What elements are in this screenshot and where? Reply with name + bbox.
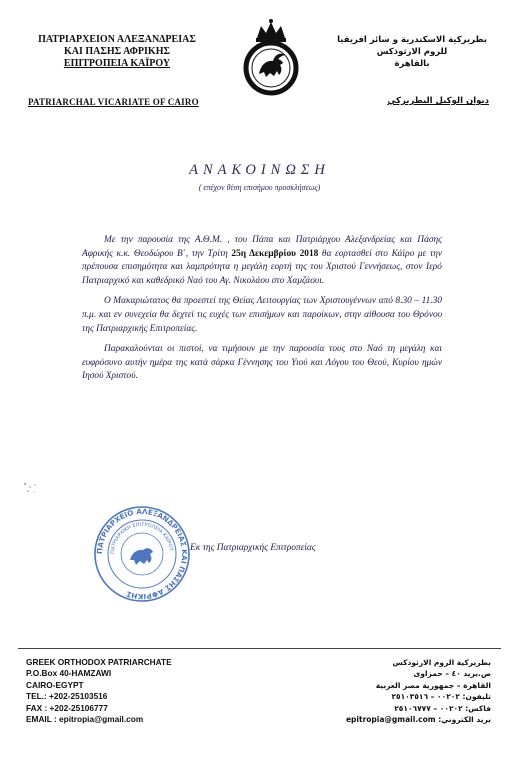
paragraph-1 bbox=[82, 234, 442, 288]
event-date: 25η Δεκεμβρίου 2018 bbox=[231, 248, 319, 259]
svg-text:ΠΑΤΡΙΑΡΧΙΚΗ ΕΠΙΤΡΟΠΕΙΑ ΚΑΪΡΟΥ bbox=[110, 522, 174, 554]
vicariate-arabic: ديوان الوكيل البطريركي bbox=[387, 96, 489, 106]
footer-ar-email: بريد الكتروني: epitropia@gmail.com bbox=[345, 715, 491, 725]
arabic-letterhead-line2: للروم الارثوذكس bbox=[376, 47, 448, 57]
footer-english-address bbox=[26, 657, 226, 725]
paragraph-3: Παρακαλούνται οι πιστοί, να τιμήσουν με την παρουσία τους στο Ναό τη μεγάλη και ευφρόσυνο αυτήν ημέρα της κατά σάρκα Γέννησης του Υιού και Λόγου του Θεού, Κυρίου ημών Ιησού Χριστού. bbox=[82, 344, 442, 382]
announcement-subtitle: ( επέχον θέση επισήμου προσκλήσεως) bbox=[198, 183, 321, 192]
announcement-title: ΑΝΑΚΟΙΝΩΣΗ bbox=[189, 162, 330, 178]
paragraph-1-text-a: Με την παρουσία της Α.Θ.Μ. , του Πάπα και Πατριάρχου Αλεξανδρείας και Πάσης Αφρικής κ.κ. Θεοδώρου Β΄, την Τρίτη bbox=[82, 235, 442, 259]
greek-letterhead-line2: ΚΑΙ ΠΑΣΗΣ ΑΦΡΙΚΗΣ bbox=[63, 46, 171, 57]
ink-smudge-icon bbox=[20, 478, 42, 498]
arabic-letterhead bbox=[327, 34, 497, 70]
footer-tel: TEL.: +202-25103516 bbox=[26, 691, 108, 702]
footer-ar-org: بطريركية الروم الارثوذكس bbox=[392, 658, 491, 667]
footer-pobox: P.O.Box 40-HAMZAWI bbox=[26, 668, 112, 679]
footer-arabic-address bbox=[301, 657, 491, 725]
official-stamp-icon bbox=[92, 504, 192, 604]
announcement-body bbox=[82, 234, 442, 391]
footer-email: EMAIL : epitropia@gmail.com bbox=[26, 714, 144, 725]
stamp-inner-text: ΠΑΤΡΙΑΡΧΙΚΗ ΕΠΙΤΡΟΠΕΙΑ ΚΑΪΡΟΥ bbox=[109, 521, 174, 555]
arabic-letterhead-line3: بالقاهرة bbox=[394, 59, 430, 69]
paragraph-2: Ο Μακαριώτατος θα προεστεί της Θείας Λειτουργίας των Χριστουγέννων από 8.30 – 11.30 π.μ. και εν συνεχεία θα δεχτεί τις ευχές των επισήμων και παροίκων, στην αίθουσα του Θρόνου της Πατριαρχικής Επιτροπείας. bbox=[82, 296, 442, 334]
greek-letterhead-line3: ΕΠΙΤΡΟΠΕΙΑ ΚΑΪΡΟΥ bbox=[63, 58, 171, 69]
arabic-letterhead-line1: بطريركية الاسكندرية و سائر افريقيا bbox=[337, 35, 487, 45]
footer-ar-tel: تليفون: ٠٠٢٠٢ – ٢٥١٠٣٥١٦ bbox=[391, 692, 491, 702]
signature-line: Εκ της Πατριαρχικής Επιτροπείας bbox=[190, 543, 316, 553]
footer-ar-fax: فاكس: ٠٠٢٠٢ – ٢٥١٠٦٧٧٧ bbox=[394, 703, 491, 713]
footer-fax: FAX : +202-25106777 bbox=[26, 702, 108, 713]
vicariate-english: PATRIARCHAL VICARIATE OF CAIRO bbox=[28, 97, 199, 107]
patriarchal-crest-icon bbox=[237, 18, 305, 98]
footer-ar-city: القاهرة – جمهورية مصر العربية bbox=[375, 680, 491, 690]
greek-letterhead-line1: ΠΑΤΡΙΑΡΧΕΙΟΝ ΑΛΕΞΑΝΔΡΕΙΑΣ bbox=[38, 34, 196, 45]
footer-city: CAIRO-EGYPT bbox=[26, 679, 84, 690]
footer-org: GREEK ORTHODOX PATRIARCHATE bbox=[26, 657, 172, 667]
greek-letterhead bbox=[22, 34, 212, 70]
footer-divider bbox=[18, 648, 501, 649]
stamp-outer-text: ΠΑΤΡΙΑΡΧΕΙΟ ΑΛΕΞΑΝΔΡΕΙΑΣ ΚΑΙ ΠΑΣΗΣ ΑΦΡΙΚΗΣ bbox=[94, 506, 190, 602]
paragraph-1-text-b: θα εορτασθεί στο Κάϊρο με την πρέπουσα επισημότητα και λαμπρότητα η μεγάλη εορτή της του Χριστού Γεννήσεως, στον Ιερό Πατριαρχικό και καθεδρικό Ναό του Αγ. Νικολάου στο Χαμζάουι. bbox=[82, 248, 442, 286]
footer-ar-pobox: ص.بريد ٤٠ – حمزاوى bbox=[413, 669, 491, 679]
